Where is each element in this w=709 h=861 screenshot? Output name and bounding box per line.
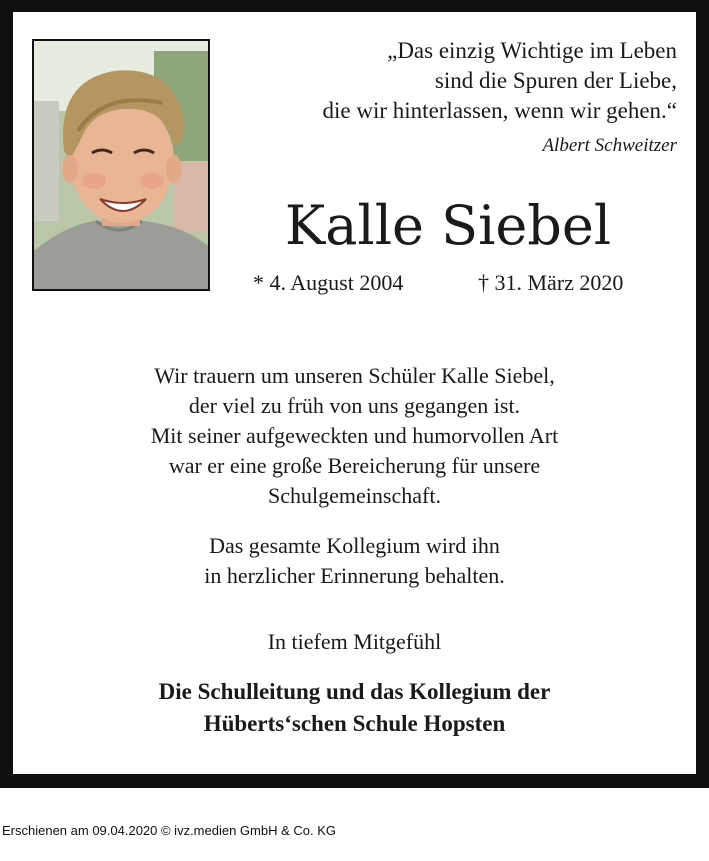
tribute-text (13, 361, 696, 511)
memory-line: in herzlicher Erinnerung behalten. (204, 563, 505, 588)
tribute-line: Mit seiner aufgeweckten und humorvollen Art (150, 423, 559, 448)
publication-footer: Erschienen am 09.04.2020 © ivz.medien GmbH & Co. KG (2, 823, 337, 838)
quote-text (237, 36, 677, 126)
obituary-card (13, 12, 696, 774)
memory-text (13, 531, 696, 591)
death-date: † 31. März 2020 (478, 270, 624, 295)
deceased-name: Kalle Siebel (284, 194, 612, 257)
sympathy-line: In tiefem Mitgefühl (267, 629, 442, 654)
birth-date: * 4. August 2004 (253, 270, 404, 295)
quote-author: Albert Schweitzer (542, 135, 677, 156)
tribute-line: war er eine große Bereicherung für unsere (168, 453, 541, 478)
quote-line: „Das einzig Wichtige im Leben (387, 38, 677, 63)
tribute-line: Wir trauern um unseren Schüler Kalle Siebel, (154, 363, 555, 388)
signoff (13, 676, 696, 740)
tribute-line: Schulgemeinschaft. (268, 483, 441, 508)
quote-line: die wir hinterlassen, wenn wir gehen.“ (322, 98, 677, 123)
signoff-line: Die Schulleitung und das Kollegium der (158, 679, 551, 704)
quote-line: sind die Spuren der Liebe, (434, 68, 677, 93)
tribute-line: der viel zu früh von uns gegangen ist. (188, 393, 521, 418)
signoff-line: Hüberts‘schen Schule Hopsten (203, 711, 506, 736)
portrait-photo (32, 39, 210, 291)
memory-line: Das gesamte Kollegium wird ihn (209, 533, 500, 558)
